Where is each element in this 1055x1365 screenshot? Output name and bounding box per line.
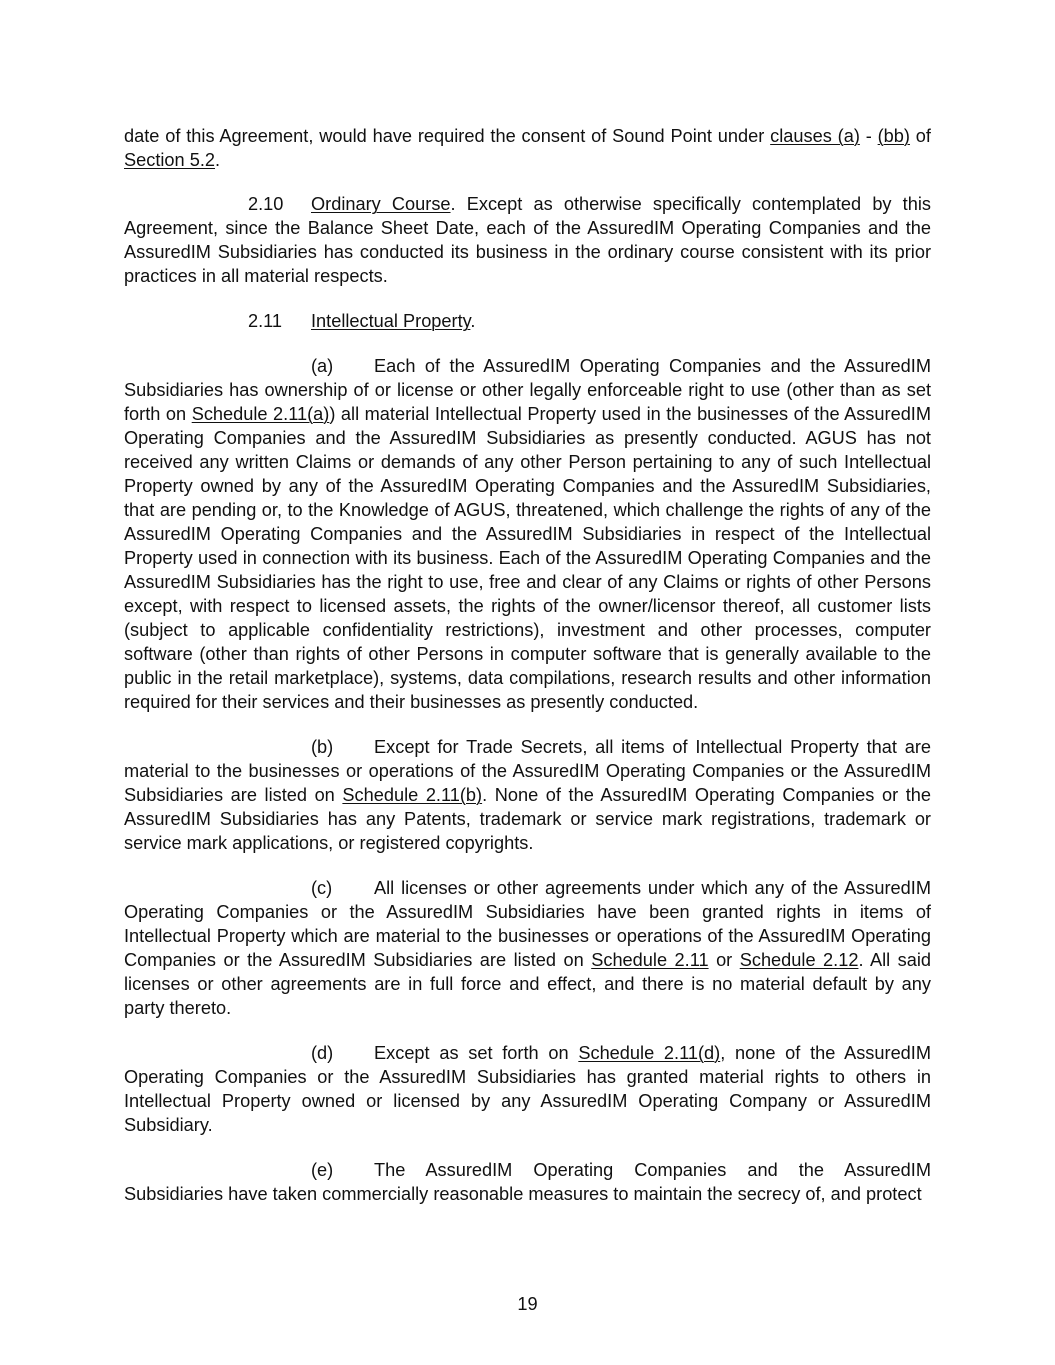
intro-paragraph: date of this Agreement, would have required the consent of Sound Point under clauses (a) - (bb) of Section 5.2. <box>124 126 931 170</box>
section-heading: Ordinary Course <box>311 194 451 214</box>
subsection-d-paragraph: (d) Except as set forth on Schedule 2.11(d), none of the AssuredIM Operating Companies or the AssuredIM Subsidiaries has granted material rights to others in Intellectual Property owned or licensed by any AssuredIM Operating Company or AssuredIM Subsidiary. <box>124 1043 931 1135</box>
subsection-label: (c) <box>311 878 333 898</box>
schedule-reference: Schedule 2.11(d) <box>578 1043 721 1063</box>
schedule-reference: Schedule 2.11 <box>591 950 709 970</box>
document-page <box>124 124 931 1227</box>
subsection-c-paragraph: (c) All licenses or other agreements under which any of the AssuredIM Operating Companies or the AssuredIM Subsidiaries have been granted rights in items of Intellectual Property which are material to the businesses or operations of the AssuredIM Operating Companies or the AssuredIM Subsidiaries are listed on Schedule 2.11 or Schedule 2.12. All said licenses or other agreements are in full force and effect, and there is no material default by any party thereto. <box>124 878 932 1018</box>
subsection-label: (e) <box>311 1160 334 1180</box>
subsection-label: (d) <box>311 1043 334 1063</box>
section-number: 2.11 <box>248 311 283 331</box>
schedule-reference: Schedule 2.12 <box>739 950 859 970</box>
section-heading: Intellectual Property <box>311 311 471 331</box>
clause-a-reference: clauses (a) <box>770 126 860 146</box>
subsection-label: (a) <box>311 356 334 376</box>
subsection-a-paragraph: (a) Each of the AssuredIM Operating Companies and the AssuredIM Subsidiaries has ownership of or license or other legally enforceable right to use (other than as set forth on Schedule 2.11(a)) all material Intellectual Property used in the businesses of the AssuredIM Operating Companies and the AssuredIM Subsidiaries as presently conducted. AGUS has not received any written Claims or demands of any other Person pertaining to any of such Intellectual Property owned by any of the AssuredIM Operating Companies and the AssuredIM Subsidiaries, that are pending or, to the Knowledge of AGUS, threatened, which challenge the rights of any of the AssuredIM Operating Companies and the AssuredIM Subsidiaries in respect of the Intellectual Property used in connection with its business. Each of the AssuredIM Operating Companies and the AssuredIM Subsidiaries has the right to use, free and clear of any Claims or rights of other Persons except, with respect to licensed assets, the rights of the owner/licensor thereof, all customer lists (subject to applicable confidentiality restrictions), investment and other processes, computer software (other than rights of other Persons in computer software that is generally available to the public in the retail marketplace), systems, data compilations, research results and other information required for their services and their businesses as presently conducted. <box>124 356 932 712</box>
section-5-2-reference: Section 5.2 <box>124 150 215 170</box>
subsection-e-paragraph: (e) The AssuredIM Operating Companies and the AssuredIM Subsidiaries have taken commercially reasonable measures to maintain the secrecy of, and protect <box>124 1160 931 1204</box>
clause-bb-reference: (bb) <box>877 126 910 146</box>
section-number: 2.10 <box>248 194 284 214</box>
schedule-reference: Schedule 2.11(b) <box>342 785 483 805</box>
schedule-reference: Schedule 2.11(a) <box>191 404 330 424</box>
page-number: 19 <box>517 1294 538 1314</box>
section-2-10-paragraph: 2.10 Ordinary Course. Except as otherwise specifically contemplated by this Agreement, since the Balance Sheet Date, each of the AssuredIM Operating Companies and the AssuredIM Subsidiaries has conducted its business in the ordinary course consistent with its prior practices in all material respects. <box>124 194 931 286</box>
section-2-11-heading: 2.11 Intellectual Property. <box>248 311 476 331</box>
subsection-b-paragraph: (b) Except for Trade Secrets, all items of Intellectual Property that are material to the businesses or operations of the AssuredIM Operating Companies or the AssuredIM Subsidiaries are listed on Schedule 2.11(b). None of the AssuredIM Operating Companies or the AssuredIM Subsidiaries has any Patents, trademark or service mark registrations, trademark or service mark applications, or registered copyrights. <box>124 737 931 853</box>
subsection-label: (b) <box>311 737 334 757</box>
